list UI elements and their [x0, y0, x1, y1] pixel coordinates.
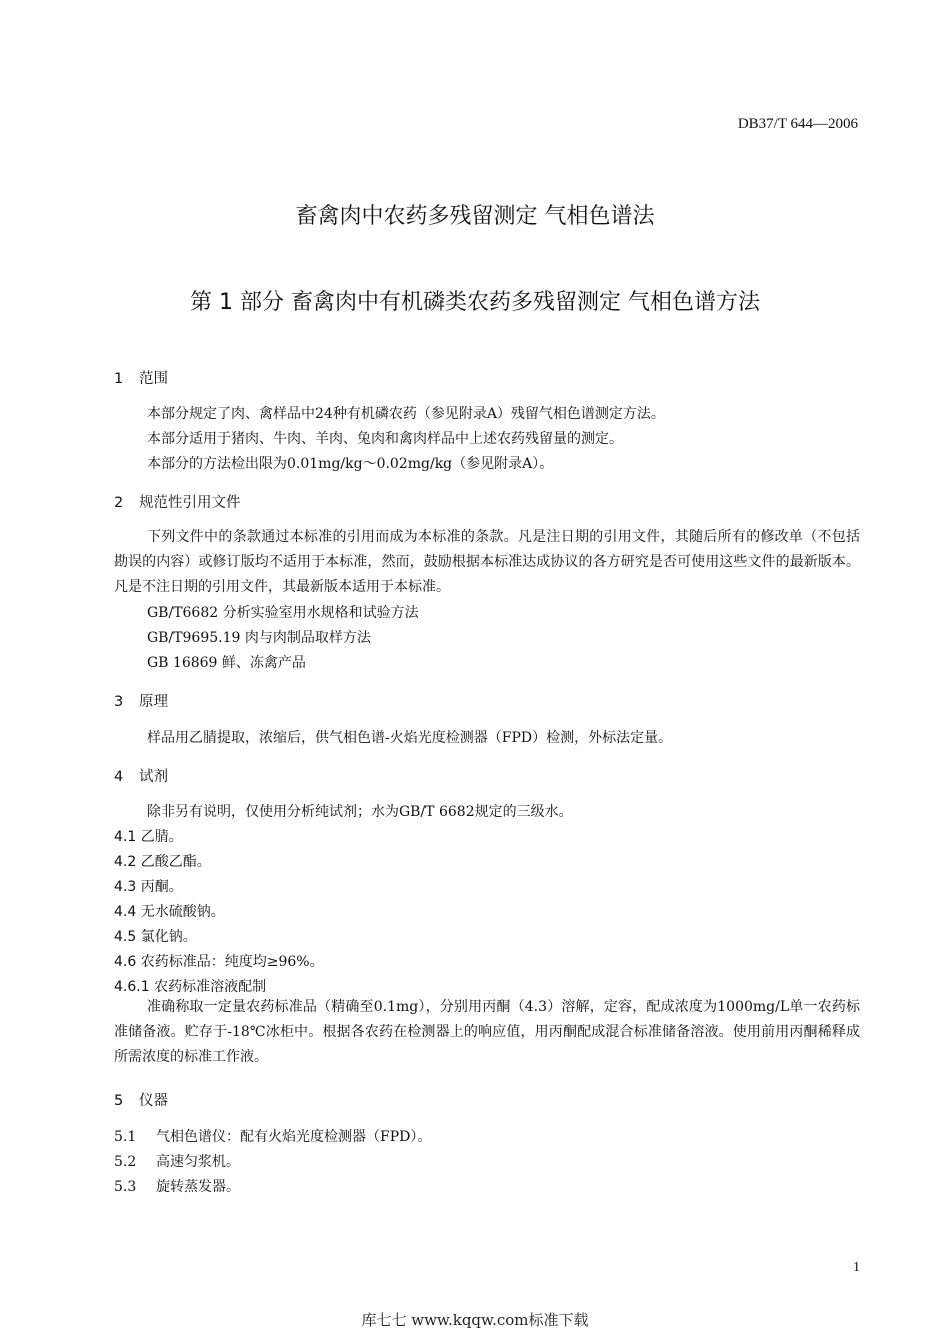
item-text: 高速匀浆机。: [156, 1154, 240, 1170]
standard-solution-paragraph: 准确称取一定量农药标准品（精确至0.1mg），分别用丙酮（4.3）溶解，定容，配成浓度为1000mg/L单一农药标准储备液。贮存于-18℃冰柜中。根据各农药在检测器上的响应值，用丙酮配成混合标准储备溶液。使用前用丙酮稀释成所需浓度的标准工作液。: [114, 999, 860, 1065]
section-number: 5: [114, 1093, 124, 1109]
section-number: 1: [114, 371, 124, 387]
section-1-heading: [114, 367, 168, 388]
section-title: 试剂: [139, 769, 168, 785]
reference-item: GB 16869 鲜、冻禽产品: [147, 655, 306, 671]
section-title: 原理: [139, 694, 168, 710]
principle-paragraph: 样品用乙腈提取，浓缩后，供气相色谱-火焰光度检测器（FPD）检测，外标法定量。: [147, 730, 673, 746]
reagent-item: 4.5 氯化钠。: [114, 929, 197, 945]
reagent-item: 4.3 丙酮。: [114, 879, 183, 895]
references-paragraph: 下列文件中的条款通过本标准的引用而成为本标准的条款。凡是注日期的引用文件，其随后所有的修改单（不包括勘误的内容）或修订版均不适用于本标准，然而，鼓励根据本标准达成协议的各方研究是否可使用这些文件的最新版本。凡是不注日期的引用文件，其最新版本适用于本标准。: [114, 529, 860, 595]
section-2-heading: [114, 491, 241, 512]
instrument-item: [114, 1151, 240, 1171]
footer-watermark: 库七七 www.kqqw.com标准下载: [361, 1311, 589, 1329]
reagent-item: 4.4 无水硫酸钠。: [114, 904, 225, 920]
item-number: 5.2: [114, 1154, 137, 1170]
reference-item: GB/T9695.19 肉与肉制品取样方法: [147, 630, 371, 646]
section-title: 规范性引用文件: [139, 495, 241, 511]
reagents-paragraph: 除非另有说明，仅使用分析纯试剂；水为GB/T 6682规定的三级水。: [147, 804, 573, 820]
scope-paragraph-3: 本部分的方法检出限为0.01mg/kg～0.02mg/kg（参见附录A）。: [147, 456, 554, 472]
instrument-item: [114, 1176, 240, 1196]
part-title: 第 1 部分 畜禽肉中有机磷类农药多残留测定 气相色谱方法: [190, 290, 760, 315]
reagent-item: 4.2 乙酸乙酯。: [114, 854, 211, 870]
item-text: 气相色谱仪：配有火焰光度检测器（FPD）。: [156, 1129, 432, 1145]
section-5-heading: [114, 1089, 168, 1110]
section-title: 仪器: [139, 1093, 168, 1109]
reagent-item-standards: [114, 951, 324, 971]
section-4-heading: [114, 765, 168, 786]
document-title: 畜禽肉中农药多残留测定 气相色谱法: [295, 204, 655, 229]
section-number: 3: [114, 694, 124, 710]
reagent-label: 4.6 农药标准品：: [114, 954, 225, 970]
item-number: 5.3: [114, 1179, 137, 1195]
section-title: 范围: [139, 371, 168, 387]
reagent-purity: 纯度均≥96%。: [224, 954, 324, 970]
standard-number: DB37/T 644—2006: [737, 116, 858, 132]
scope-paragraph-1: 本部分规定了肉、禽样品中24种有机磷农药（参见附录A）残留气相色谱测定方法。: [147, 406, 665, 422]
section-number: 2: [114, 495, 124, 511]
instrument-item: [114, 1126, 431, 1146]
section-3-heading: [114, 690, 168, 711]
section-number: 4: [114, 769, 124, 785]
item-text: 旋转蒸发器。: [156, 1179, 240, 1195]
subsection-heading: 4.6.1 农药标准溶液配制: [114, 979, 267, 995]
page-number: 1: [853, 1260, 860, 1275]
reference-item: GB/T6682 分析实验室用水规格和试验方法: [147, 605, 419, 621]
scope-paragraph-2: 本部分适用于猪肉、牛肉、羊肉、兔肉和禽肉样品中上述农药残留量的测定。: [147, 431, 623, 447]
reagent-item: 4.1 乙腈。: [114, 829, 183, 845]
item-number: 5.1: [114, 1129, 137, 1145]
